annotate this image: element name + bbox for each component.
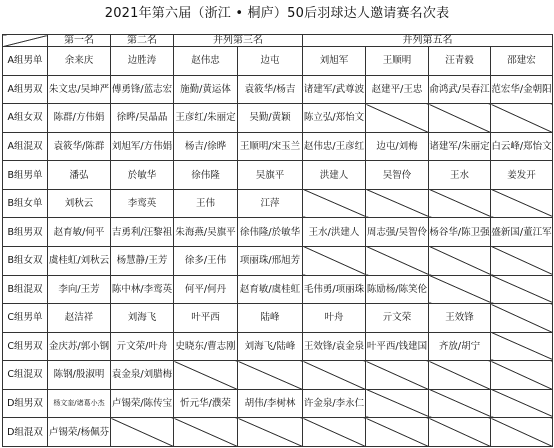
result-cell: 李鸾英 (111, 189, 174, 218)
empty-cell (429, 104, 491, 133)
result-cell: 赵育敏/何平 (48, 218, 111, 247)
result-cell: 徐晔/吴晶晶 (111, 104, 174, 133)
result-cell: 李向/王芳 (48, 275, 111, 304)
row-label: B组男双 (3, 218, 48, 247)
table-row (3, 361, 553, 390)
result-cell: 史晓东/曹志刚 (174, 332, 238, 361)
result-cell: 陆峰 (238, 304, 303, 333)
result-cell: 诸建军/武尊波 (303, 75, 366, 104)
row-label: C组男单 (3, 304, 48, 333)
result-cell: 俞鸿武/吴春江 (429, 75, 491, 104)
result-cell: 陈钢/殷淑明 (48, 361, 111, 390)
result-cell: 江萍 (238, 189, 303, 218)
result-cell: 齐放/胡宁 (429, 332, 491, 361)
empty-cell (238, 418, 303, 447)
row-label: A组男双 (3, 75, 48, 104)
empty-cell (491, 189, 553, 218)
result-cell: 王效锋 (429, 304, 491, 333)
result-cell: 诸建军/朱丽定 (429, 132, 491, 161)
result-cell: 周志强/吴智伶 (366, 218, 429, 247)
result-cell: 吴勤/黄颖 (238, 104, 303, 133)
empty-cell (303, 361, 366, 390)
result-cell: 陈励杨/陈笑伦 (366, 275, 429, 304)
empty-cell (491, 418, 553, 447)
result-cell: 亓文荣/叶舟 (111, 332, 174, 361)
row-label: D组男双 (3, 389, 48, 418)
result-cell: 赵伟忠 (174, 47, 238, 76)
table-row (3, 389, 553, 418)
result-cell: 徐伟隆/於敏华 (238, 218, 303, 247)
empty-cell (429, 361, 491, 390)
result-cell: 汪青毅 (429, 47, 491, 76)
result-cell: 陈群/方伟娟 (48, 104, 111, 133)
table-row (3, 218, 553, 247)
result-cell: 盛新国/董江军 (491, 218, 553, 247)
header-joint-fifth: 并列第五名 (303, 35, 553, 47)
page-title: 2021年第六届（浙江 • 桐庐）50后羽球达人邀请赛名次表 (104, 6, 450, 21)
result-cell: 於敏华 (111, 161, 174, 190)
empty-cell (491, 104, 553, 133)
row-label: D组混双 (3, 418, 48, 447)
result-cell: 刘秋云 (48, 189, 111, 218)
row-label: B组混双 (3, 275, 48, 304)
result-cell: 亓文荣 (366, 304, 429, 333)
row-label: A组男单 (3, 47, 48, 76)
empty-cell (174, 418, 238, 447)
result-cell: 徐伟隆 (174, 161, 238, 190)
result-cell: 虞桂虹/刘秋云 (48, 246, 111, 275)
ranking-table (2, 34, 553, 447)
row-label: A组女双 (3, 104, 48, 133)
result-cell: 邵建宏 (491, 47, 553, 76)
result-cell: 卢锡荣/陈传宝 (111, 389, 174, 418)
result-cell: 潘弘 (48, 161, 111, 190)
empty-cell (303, 189, 366, 218)
empty-cell (429, 418, 491, 447)
result-cell: 傅勇锋/蓝志宏 (111, 75, 174, 104)
result-cell: 余来庆 (48, 47, 111, 76)
result-cell: 范宏华/金朝阳 (491, 75, 553, 104)
row-label: B组女单 (3, 189, 48, 218)
table-row (3, 418, 553, 447)
result-cell: 胡伟/李树林 (238, 389, 303, 418)
empty-cell (366, 389, 429, 418)
empty-cell (491, 304, 553, 333)
result-cell: 王水 (429, 161, 491, 190)
result-cell: 洪建人 (303, 161, 366, 190)
result-cell: 吉勇利/汪黎祖 (111, 218, 174, 247)
result-cell: 边屯/刘梅 (366, 132, 429, 161)
row-label: B组女双 (3, 246, 48, 275)
row-label: C组男双 (3, 332, 48, 361)
empty-cell (303, 418, 366, 447)
empty-cell (429, 275, 491, 304)
table-row (3, 332, 553, 361)
row-label: A组混双 (3, 132, 48, 161)
result-cell: 赵建平/王忠 (366, 75, 429, 104)
result-cell: 刘海飞/陆峰 (238, 332, 303, 361)
corner-cell (3, 35, 48, 47)
result-cell: 王伟 (174, 189, 238, 218)
empty-cell (491, 275, 553, 304)
result-cell: 袁金泉/刘腊梅 (111, 361, 174, 390)
result-cell: 朱海燕/吴旗平 (174, 218, 238, 247)
empty-cell (429, 189, 491, 218)
empty-cell (174, 361, 238, 390)
result-cell: 卢锡荣/杨佩芬 (48, 418, 111, 447)
result-cell: 王顺明/宋玉兰 (238, 132, 303, 161)
empty-cell (491, 246, 553, 275)
empty-cell (429, 389, 491, 418)
result-cell: 朱文忠/吴坤严 (48, 75, 111, 104)
header-joint-third: 并列第三名 (174, 35, 303, 47)
table-row (3, 189, 553, 218)
header-second-place: 第二名 (111, 35, 174, 47)
result-cell: 陈立弘/郑怡文 (303, 104, 366, 133)
result-cell: 杨文奎/诸葛小杰 (48, 389, 111, 418)
result-cell: 项丽珠/邢旭芳 (238, 246, 303, 275)
header-row (3, 35, 553, 47)
result-cell: 许金泉/李永仁 (303, 389, 366, 418)
table-row (3, 246, 553, 275)
result-cell: 姜发开 (491, 161, 553, 190)
result-cell: 忻元华/濮荣 (174, 389, 238, 418)
result-cell: 赵伟忠/王彦红 (303, 132, 366, 161)
result-cell: 刘海飞 (111, 304, 174, 333)
empty-cell (111, 418, 174, 447)
empty-cell (366, 418, 429, 447)
result-cell: 王水/洪建人 (303, 218, 366, 247)
empty-cell (238, 361, 303, 390)
result-cell: 赵洁祥 (48, 304, 111, 333)
result-cell: 毛伟勇/项丽珠 (303, 275, 366, 304)
table-row (3, 275, 553, 304)
result-cell: 王效锋/袁金泉 (303, 332, 366, 361)
result-cell: 叶平西/钱建国 (366, 332, 429, 361)
result-cell: 杨吉/徐晔 (174, 132, 238, 161)
table-row (3, 161, 553, 190)
row-label: B组男单 (3, 161, 48, 190)
result-cell: 刘旭军 (303, 47, 366, 76)
empty-cell (429, 246, 491, 275)
result-cell: 何平/何丹 (174, 275, 238, 304)
row-label: C组混双 (3, 361, 48, 390)
result-cell: 赵育敏/虞桂虹 (238, 275, 303, 304)
table-row (3, 75, 553, 104)
result-cell: 徐多/王伟 (174, 246, 238, 275)
empty-cell (366, 246, 429, 275)
table-row (3, 47, 553, 76)
result-cell: 吴智伶 (366, 161, 429, 190)
empty-cell (303, 246, 366, 275)
result-cell: 边胜涛 (111, 47, 174, 76)
header-first-place: 第一名 (48, 35, 111, 47)
result-cell: 杨谷华/陈卫强 (429, 218, 491, 247)
table-row (3, 304, 553, 333)
empty-cell (491, 361, 553, 390)
table-row (3, 104, 553, 133)
result-cell: 白云峰/郑怡文 (491, 132, 553, 161)
empty-cell (491, 332, 553, 361)
result-cell: 叶舟 (303, 304, 366, 333)
result-cell: 陈中林/李鸾英 (111, 275, 174, 304)
result-cell: 杨慧静/王芳 (111, 246, 174, 275)
result-cell: 施勤/黄运体 (174, 75, 238, 104)
empty-cell (366, 189, 429, 218)
result-cell: 吴旗平 (238, 161, 303, 190)
result-cell: 袁筱华/陈群 (48, 132, 111, 161)
empty-cell (366, 361, 429, 390)
result-cell: 金庆苏/郭小钢 (48, 332, 111, 361)
empty-cell (366, 104, 429, 133)
result-cell: 边屯 (238, 47, 303, 76)
result-cell: 刘旭军/方伟娟 (111, 132, 174, 161)
table-row (3, 132, 553, 161)
result-cell: 王顺明 (366, 47, 429, 76)
result-cell: 叶平西 (174, 304, 238, 333)
result-cell: 王彦红/朱丽定 (174, 104, 238, 133)
empty-cell (491, 389, 553, 418)
result-cell: 袁筱华/杨吉 (238, 75, 303, 104)
